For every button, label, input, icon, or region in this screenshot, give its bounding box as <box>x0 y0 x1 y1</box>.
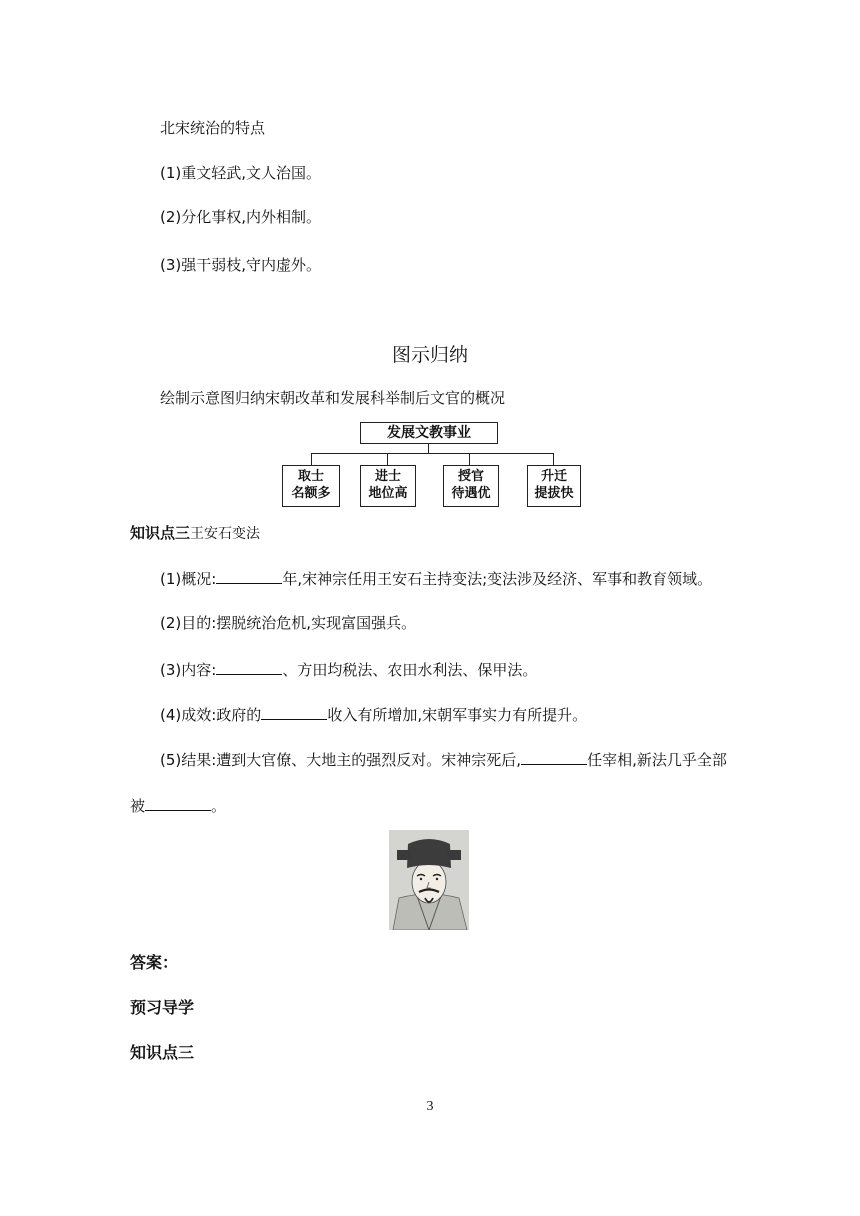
connector <box>469 453 470 465</box>
item-text: (3)内容: <box>160 661 217 679</box>
item-text: 年,宋神宗任用王安石主持变法;变法涉及经济、军事和教育领域。 <box>282 570 713 588</box>
list-item-continued <box>130 795 226 816</box>
diagram-child-line2: 待遇优 <box>451 486 491 501</box>
fill-blank[interactable] <box>216 659 282 675</box>
item-text: (1)概况: <box>160 570 217 588</box>
item-text: (4)成效:政府的 <box>160 706 262 724</box>
diagram-root-label: 发展文教事业 <box>387 425 471 441</box>
list-item: (2)目的:摆脱统治危机,实现富国强兵。 <box>160 614 417 632</box>
diagram-child-box <box>282 465 340 507</box>
knowledge-label: 知识点三 <box>130 524 191 542</box>
list-item <box>160 659 537 680</box>
connector <box>553 453 554 465</box>
diagram-child-line1: 授官 <box>457 469 484 484</box>
diagram-child-line2: 提拔快 <box>534 486 574 501</box>
diagram-child-box <box>443 465 499 507</box>
diagram-child-box <box>360 465 416 507</box>
item-text: 收入有所增加,宋朝军事实力有所提升。 <box>327 706 588 724</box>
diagram-child-line1: 升迁 <box>540 469 567 484</box>
list-item <box>160 704 587 725</box>
page-title: 图示归纳 <box>391 344 468 366</box>
diagram-root-box <box>360 422 498 444</box>
connector <box>311 453 554 454</box>
item-text: 被 <box>130 797 146 815</box>
fill-blank[interactable] <box>521 749 587 765</box>
diagram-child-line2: 名额多 <box>291 486 331 501</box>
diagram-intro: 绘制示意图归纳宋朝改革和发展科举制后文官的概况 <box>160 389 506 407</box>
item-text: (5)结果:遭到大官僚、大地主的强烈反对。宋神宗死后, <box>160 751 522 769</box>
item-text: 。 <box>211 797 227 815</box>
list-item <box>160 568 712 589</box>
knowledge-heading <box>130 523 260 544</box>
list-item: (2)分化事权,内外相制。 <box>160 208 322 226</box>
list-item <box>160 749 727 770</box>
answers-subheading: 知识点三 <box>130 1043 195 1062</box>
diagram-child-box <box>527 465 581 507</box>
fill-blank[interactable] <box>216 568 282 584</box>
answers-heading: 答案： <box>130 953 179 972</box>
list-item: (3)强干弱枝,守内虚外。 <box>160 256 322 274</box>
fill-blank[interactable] <box>145 795 211 811</box>
connector <box>428 443 429 453</box>
portrait-image <box>389 830 469 930</box>
connector <box>311 453 312 465</box>
list-item: (1)重文轻武,文人治国。 <box>160 164 322 182</box>
answers-subheading: 预习导学 <box>130 998 195 1017</box>
section-heading: 北宋统治的特点 <box>160 119 266 137</box>
connector <box>387 453 388 465</box>
item-text: 任宰相,新法几乎全部 <box>587 751 727 769</box>
diagram-child-line2: 地位高 <box>368 486 408 501</box>
summary-diagram <box>280 420 580 510</box>
page-number: 3 <box>426 1099 434 1114</box>
diagram-child-line1: 取士 <box>297 469 324 484</box>
knowledge-topic: 王安石变法 <box>190 526 261 542</box>
item-text: 、方田均税法、农田水利法、保甲法。 <box>282 661 538 679</box>
diagram-child-line1: 进士 <box>374 469 401 484</box>
fill-blank[interactable] <box>261 704 327 720</box>
